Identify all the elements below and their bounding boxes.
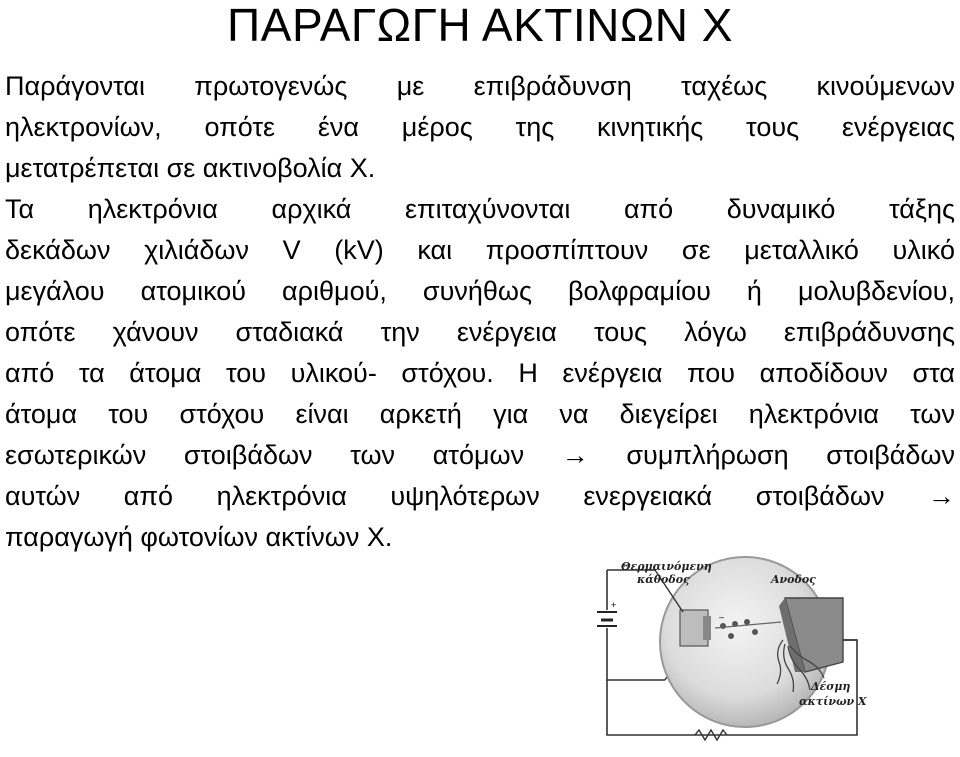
text-line: μεγάλου ατομικού αριθμού, συνήθως βολφραμίου ή μολυβδενίου, bbox=[5, 276, 955, 306]
slide-title: ΠΑΡΑΓΩΓΗ ΑΚΤΙΝΩΝ Χ bbox=[227, 0, 733, 51]
text-line: δεκάδων χιλιάδων V (kV) και προσπίπτουν σε μεταλλικό υλικό bbox=[5, 235, 955, 265]
text-line: Τα ηλεκτρόνια αρχικά επιταχύνονται από δυναμικό τάξης bbox=[5, 194, 955, 224]
text-line: ηλεκτρονίων, οπότε ένα μέρος της κινητικής τους ενέργειας bbox=[5, 112, 955, 142]
cathode-label: κάθοδος bbox=[637, 573, 690, 586]
plus-sign: + bbox=[611, 600, 617, 610]
text-line: άτομα του στόχου είναι αρκετή για να διεγείρει ηλεκτρόνια των bbox=[5, 399, 955, 429]
text-line: Παράγονται πρωτογενώς με επιβράδυνση ταχέως κινούμενων bbox=[5, 71, 955, 101]
text-line: παραγωγή φωτονίων ακτίνων Χ. bbox=[5, 522, 393, 552]
xray-beam-label: Δέσμη bbox=[811, 680, 851, 693]
xray-beam-label: ακτίνων Χ bbox=[799, 695, 867, 708]
cathode-label: Θερμαινόμενη bbox=[621, 560, 712, 573]
text-line: εσωτερικών στοιβάδων των ατόμων → συμπλήρωση στοιβάδων bbox=[5, 440, 955, 470]
xray-tube-diagram bbox=[585, 550, 885, 755]
battery-icon bbox=[597, 612, 617, 626]
text-line: από τα άτομα του υλικού- στόχου. Η ενέργεια που αποδίδουν στα bbox=[5, 358, 955, 388]
text-line: οπότε χάνουν σταδιακά την ενέργεια τους λόγω επιβράδυνσης bbox=[5, 317, 955, 347]
minus-sign: – bbox=[719, 612, 725, 622]
text-line: αυτών από ηλεκτρόνια υψηλότερων ενεργειακά στοιβάδων → bbox=[5, 481, 955, 511]
text-line: μετατρέπεται σε ακτινοβολία Χ. bbox=[5, 153, 376, 183]
body-text bbox=[5, 66, 955, 558]
anode-label: Ανοδος bbox=[771, 573, 816, 586]
